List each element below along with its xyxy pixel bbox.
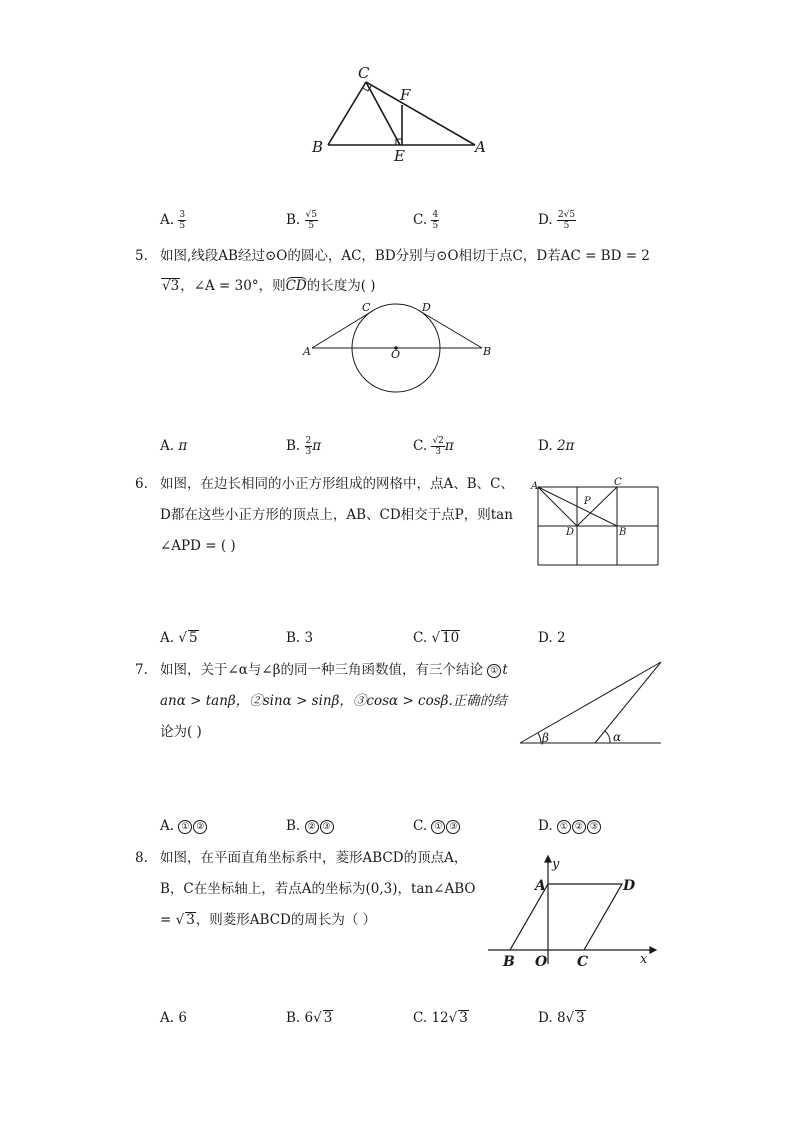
q5-text-line2: √3，∠A = 30°，则CD的长度为( ) <box>162 278 376 294</box>
option-letter: A. <box>160 818 175 834</box>
fraction: $\frac{4}{5}$ <box>432 210 439 231</box>
q8-label-y: y <box>552 857 560 872</box>
option-letter: B. <box>286 212 301 228</box>
q8-label-d: D <box>623 878 636 894</box>
q8-option-c[interactable]: C. 12√ 3 <box>413 1010 468 1026</box>
option-letter: C. <box>413 438 428 454</box>
q8-text-line1: 如图，在平面直角坐标系中，菱形ABCD的顶点A， <box>160 850 468 866</box>
arc-cd: CD <box>285 278 307 294</box>
q6-option-b[interactable]: B. 3 <box>286 630 314 646</box>
q6-option-c[interactable]: C. √ 10 <box>413 630 460 646</box>
q7-option-a[interactable]: A. ① ② <box>160 818 208 834</box>
q4-triangle-figure <box>300 60 500 165</box>
q7-text-line2: anα > tanβ，②sinα > sinβ，③cosα > cosβ.正确的结 <box>160 693 507 709</box>
q8-label-a: A <box>535 878 546 894</box>
option-letter: D. <box>538 1010 553 1026</box>
q6-label-d: D <box>566 527 575 538</box>
q4-label-c: C <box>358 64 370 82</box>
q4-option-a[interactable] <box>160 210 186 231</box>
q4-label-e: E <box>394 147 405 165</box>
q5-option-a[interactable]: A. π <box>160 438 188 454</box>
q7-angles-figure <box>515 655 665 750</box>
option-letter: C. <box>413 1010 428 1026</box>
q8-option-d[interactable]: D. 8√ 3 <box>538 1010 585 1026</box>
q8-coordinate-figure <box>484 852 664 972</box>
q5-option-c[interactable]: C. $\frac{√2}{3}$ π <box>413 436 454 457</box>
q6-label-b: B <box>619 527 627 538</box>
option-letter: C. <box>413 818 428 834</box>
fraction: $\frac{√2}{3}$ <box>432 436 444 457</box>
q6-option-a[interactable]: A. √ 5 <box>160 630 198 646</box>
q5-label-c: C <box>362 301 371 314</box>
q8-text-line2: B，C在坐标轴上，若点A的坐标为(0,3)，tan∠ABO <box>160 881 476 897</box>
q8-option-b[interactable]: B. 6√ 3 <box>286 1010 333 1026</box>
q8-label-c: C <box>577 954 589 970</box>
option-letter: B. <box>286 1010 301 1026</box>
q7-option-b[interactable]: B. ② ③ <box>286 818 335 834</box>
q6-label-p: P <box>584 496 591 507</box>
q5-label-b: B <box>483 345 492 358</box>
q4-option-d[interactable] <box>538 210 576 231</box>
q6-grid-figure <box>528 474 668 570</box>
q7-alpha-label: α <box>613 730 622 744</box>
q5-number: 5. <box>135 248 148 264</box>
q7-option-d[interactable]: D. ① ② ③ <box>538 818 602 834</box>
q8-number: 8. <box>135 850 148 866</box>
q7-number: 7. <box>135 662 148 678</box>
q4-option-b[interactable] <box>286 210 318 231</box>
option-letter: A. <box>160 630 175 646</box>
q4-label-b: B <box>312 138 324 156</box>
q6-text-line2: D都在这些小正方形的顶点上，AB、CD相交于点P，则tan <box>160 507 513 523</box>
q4-option-c[interactable] <box>413 210 439 231</box>
q5-label-o: O <box>391 348 401 361</box>
q8-text-line3: = √ 3，则菱形ABCD的周长为（ ） <box>160 912 377 928</box>
q8-label-o: O <box>535 954 548 970</box>
q5-label-d: D <box>422 301 431 314</box>
fraction: $\frac{2√5}{5}$ <box>557 210 576 231</box>
q7-text-line1: 如图，关于∠α与∠β的同一种三角函数值，有三个结论 ① t <box>160 662 508 678</box>
fraction: $\frac{√5}{5}$ <box>305 210 317 231</box>
q8-label-b: B <box>503 954 515 970</box>
option-letter: D. <box>538 438 553 454</box>
q6-text-line1: 如图，在边长相同的小正方形组成的网格中，点A、B、C、 <box>160 476 514 492</box>
q5-label-a: A <box>303 345 311 358</box>
option-letter: C. <box>413 212 428 228</box>
q6-number: 6. <box>135 476 148 492</box>
q6-option-d[interactable]: D. 2 <box>538 630 566 646</box>
q5-circle-figure <box>300 298 500 398</box>
fraction: $\frac{3}{5}$ <box>179 210 186 231</box>
q5-option-b[interactable]: B. $\frac{2}{3}$ π <box>286 436 322 457</box>
q7-beta-label: β <box>542 731 549 745</box>
option-letter: B. <box>286 630 301 646</box>
option-letter: C. <box>413 630 428 646</box>
q4-label-a: A <box>475 138 486 156</box>
q5-option-d[interactable]: D. 2π <box>538 438 575 454</box>
q6-text-line3: ∠APD = ( ) <box>160 538 236 554</box>
option-letter: B. <box>286 818 301 834</box>
q8-option-a[interactable]: A. 6 <box>160 1010 187 1026</box>
q8-label-x: x <box>640 952 648 967</box>
option-letter: B. <box>286 438 301 454</box>
q5-text-line1: 如图,线段AB经过⊙O的圆心，AC，BD分别与⊙O相切于点C，D若AC = BD = 2 <box>160 248 650 264</box>
option-letter: D. <box>538 818 553 834</box>
q6-label-a: A <box>531 481 539 492</box>
q7-option-c[interactable]: C. ① ③ <box>413 818 461 834</box>
q7-text-line3: 论为( ) <box>160 724 202 740</box>
option-letter: D. <box>538 630 553 646</box>
fraction: $\frac{2}{3}$ <box>305 436 312 457</box>
option-letter: A. <box>160 1010 175 1026</box>
option-letter: A. <box>160 438 175 454</box>
option-letter: D. <box>538 212 553 228</box>
q6-label-c: C <box>614 477 622 488</box>
option-letter: A. <box>160 212 175 228</box>
q4-label-f: F <box>400 86 411 104</box>
